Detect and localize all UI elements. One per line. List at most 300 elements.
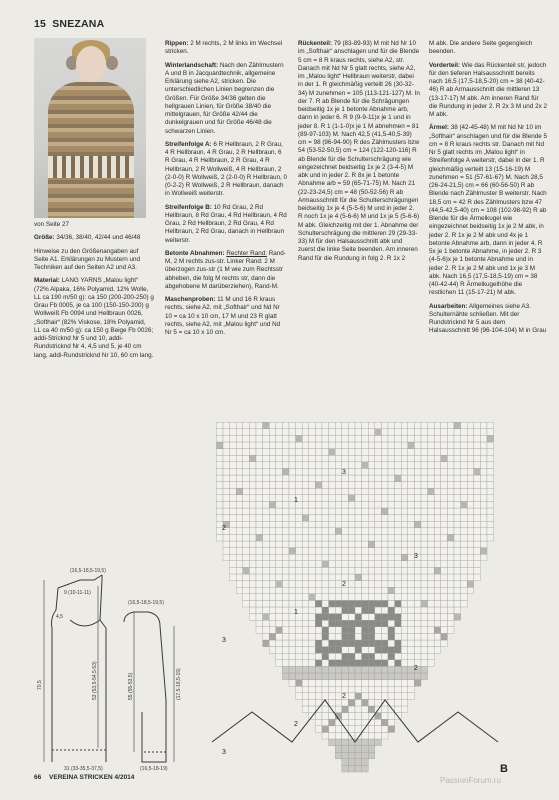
chart-cell bbox=[375, 508, 382, 515]
chart-cell bbox=[414, 581, 421, 588]
chart-cell bbox=[428, 482, 435, 489]
chart-cell bbox=[342, 488, 349, 495]
chart-cell bbox=[342, 666, 349, 673]
chart-cell bbox=[315, 614, 322, 621]
chart-cell bbox=[342, 587, 349, 594]
chart-cell bbox=[388, 660, 395, 667]
chart-cell bbox=[263, 488, 270, 495]
chart-cell bbox=[276, 482, 283, 489]
chart-cell bbox=[223, 554, 230, 561]
chart-cell bbox=[335, 488, 342, 495]
chart-cell bbox=[263, 508, 270, 515]
chart-cell bbox=[388, 482, 395, 489]
chart-cell bbox=[388, 653, 395, 660]
sleeve-text: 38 (42-45-48) M mit Nd Nr 10 im „Softhair“ anschlagen und für die Blende 5 cm = 8 R kraus rechts str. Danach mit Nd Nr 5 glatt rechts im „Malou light“ in Streifenfolge A weiterstr, dabei in der 1. R gleichmäßig verteilt 13 (15-16-19) M zunehmen = 51 (57-61-67) M. Nach 28,5 (26-24-21,5) cm = 66 (60-56-50) R ab Blende nach Zählmuster B weiterstr. Nach 18,5 cm = 42 R des Zählmusters bzw 47 (44,5-42,5-40) cm = 108 (102-98-92) R ab Blende für die Ärmelkugel wie eingezeichnet beidseitig 1x je 2 M abk, in jeder 2. R 1x je 2 M abk und 4x je 1 betonte Abnahme arb, dann in jeder 4. R 5x je 1 betonte Abnahme, in jeder 2. R 3 (4-5-6)x je 1 betonte Abnahme und in jeder 2. R 1x je 2 M abk und 1x je 3 M abk. Nach 16,5 (17,5-18,5-19) cm = 38 (40-42-44) R Ärmelkugelhöhe die restlichen 11 (15-17-21) M abk. bbox=[429, 124, 547, 297]
chart-cell bbox=[480, 508, 487, 515]
chart-cell bbox=[335, 640, 342, 647]
chart-cell bbox=[362, 521, 369, 528]
chart-cell bbox=[230, 528, 237, 535]
chart-cell bbox=[309, 548, 316, 555]
chart-cell bbox=[414, 541, 421, 548]
chart-cell bbox=[414, 647, 421, 654]
chart-cell bbox=[355, 468, 362, 475]
chart-row-label: 2 bbox=[414, 665, 418, 672]
chart-cell bbox=[467, 422, 474, 429]
chart-cell bbox=[461, 442, 468, 449]
chart-cell bbox=[342, 699, 349, 706]
chart-cell bbox=[381, 680, 388, 687]
chart-cell bbox=[375, 686, 382, 693]
chart-cell bbox=[309, 455, 316, 462]
chart-cell bbox=[342, 561, 349, 568]
chart-cell bbox=[375, 495, 382, 502]
chart-cell bbox=[348, 706, 355, 713]
decrease-text: Rand-M, 2 M rechts zus-str. Linker Rand: 2 M überzogen zus-str (1 M wie zum Rechtsstr abheben, die folg M rechts str, dann die abgehobene M darüberziehen), Rand-M. bbox=[165, 249, 286, 290]
chart-cell bbox=[289, 515, 296, 522]
chart-cell bbox=[309, 534, 316, 541]
chart-cell bbox=[447, 422, 454, 429]
chart-cell bbox=[414, 495, 421, 502]
chart-cell bbox=[322, 554, 329, 561]
chart-cell bbox=[408, 508, 415, 515]
material-label: Material: bbox=[34, 277, 60, 285]
chart-cell bbox=[302, 620, 309, 627]
chart-cell bbox=[342, 759, 349, 766]
chart-cell bbox=[421, 508, 428, 515]
chart-cell bbox=[309, 435, 316, 442]
chart-cell bbox=[408, 653, 415, 660]
chart-cell bbox=[335, 620, 342, 627]
chart-cell bbox=[434, 633, 441, 640]
chart-cell bbox=[322, 666, 329, 673]
chart-cell bbox=[467, 495, 474, 502]
chart-cell bbox=[289, 640, 296, 647]
chart-cell bbox=[276, 600, 283, 607]
chart-cell bbox=[454, 528, 461, 535]
chart-cell bbox=[216, 422, 223, 429]
chart-cell bbox=[289, 673, 296, 680]
chart-cell bbox=[441, 627, 448, 634]
chart-cell bbox=[368, 508, 375, 515]
chart-cell bbox=[322, 620, 329, 627]
chart-cell bbox=[421, 482, 428, 489]
chart-cell bbox=[421, 548, 428, 555]
chart-cell bbox=[322, 561, 329, 568]
chart-cell bbox=[269, 449, 276, 456]
chart-cell bbox=[375, 620, 382, 627]
chart-cell bbox=[381, 653, 388, 660]
chart-cell bbox=[454, 508, 461, 515]
chart-cell bbox=[322, 534, 329, 541]
chart-cell bbox=[329, 442, 336, 449]
chart-cell bbox=[388, 587, 395, 594]
chart-cell bbox=[381, 666, 388, 673]
chart-cell bbox=[282, 627, 289, 634]
chart-cell bbox=[381, 706, 388, 713]
chart-cell bbox=[408, 482, 415, 489]
chart-cell bbox=[428, 653, 435, 660]
chart-cell bbox=[322, 680, 329, 687]
chart-cell bbox=[256, 435, 263, 442]
chart-cell bbox=[474, 449, 481, 456]
chart-cell bbox=[441, 475, 448, 482]
chart-cell bbox=[441, 594, 448, 601]
chart-cell bbox=[461, 462, 468, 469]
chart-cell bbox=[236, 508, 243, 515]
chart-cell bbox=[348, 614, 355, 621]
chart-cell bbox=[447, 600, 454, 607]
chart-cell bbox=[381, 422, 388, 429]
chart-cell bbox=[269, 541, 276, 548]
chart-cell bbox=[362, 600, 369, 607]
chart-cell bbox=[421, 653, 428, 660]
chart-cell bbox=[269, 594, 276, 601]
chart-cell bbox=[256, 501, 263, 508]
chart-cell bbox=[348, 660, 355, 667]
chart-cell bbox=[289, 534, 296, 541]
chart-cell bbox=[348, 752, 355, 759]
chart-cell bbox=[263, 462, 270, 469]
chart-cell bbox=[461, 495, 468, 502]
chart-cell bbox=[342, 508, 349, 515]
chart-cell bbox=[461, 508, 468, 515]
chart-cell bbox=[282, 633, 289, 640]
chart-cell bbox=[414, 587, 421, 594]
chart-cell bbox=[329, 647, 336, 654]
chart-cell bbox=[249, 422, 256, 429]
chart-cell bbox=[289, 521, 296, 528]
chart-cell bbox=[381, 614, 388, 621]
chart-cell bbox=[309, 488, 316, 495]
chart-cell bbox=[342, 647, 349, 654]
chart-cell bbox=[401, 574, 408, 581]
chart-cell bbox=[368, 739, 375, 746]
chart-cell bbox=[474, 488, 481, 495]
chart-cell bbox=[454, 554, 461, 561]
chart-cell bbox=[302, 455, 309, 462]
pattern-number: 15 bbox=[34, 18, 47, 30]
chart-cell bbox=[441, 574, 448, 581]
chart-cell bbox=[355, 647, 362, 654]
chart-cell bbox=[296, 600, 303, 607]
chart-cell bbox=[401, 521, 408, 528]
chart-cell bbox=[401, 600, 408, 607]
chart-cell bbox=[428, 501, 435, 508]
chart-cell bbox=[296, 673, 303, 680]
chart-cell bbox=[329, 633, 336, 640]
chart-cell bbox=[348, 429, 355, 436]
chart-cell bbox=[461, 482, 468, 489]
chart-cell bbox=[322, 574, 329, 581]
chart-cell bbox=[335, 653, 342, 660]
chart-cell bbox=[348, 501, 355, 508]
chart-cell bbox=[216, 495, 223, 502]
chart-cell bbox=[408, 594, 415, 601]
chart-cell bbox=[276, 594, 283, 601]
stripes-b-text: 10 Rd Grau, 2 Rd Hellbraun, 8 Rd Grau, 4 Rd Hellbraun, 4 Rd Grau, 2 Rd Hellbraun, 2 Rd Grau, 4 Rd Hellbraun, 2 Rd Grau, danach in Hellbraun weiterstr. bbox=[165, 203, 287, 244]
chart-cell bbox=[342, 449, 349, 456]
chart-cell bbox=[276, 554, 283, 561]
chart-cell bbox=[296, 422, 303, 429]
chart-cell bbox=[309, 495, 316, 502]
chart-cell bbox=[414, 501, 421, 508]
chart-cell bbox=[395, 614, 402, 621]
dim-sleeve-length: 55 (55-53,5) bbox=[128, 672, 134, 700]
chart-cell bbox=[348, 746, 355, 753]
chart-cell bbox=[381, 455, 388, 462]
chart-cell bbox=[447, 534, 454, 541]
chart-cell bbox=[302, 640, 309, 647]
chart-cell bbox=[256, 554, 263, 561]
chart-cell bbox=[414, 620, 421, 627]
chart-cell bbox=[467, 561, 474, 568]
chart-cell bbox=[428, 442, 435, 449]
chart-cell bbox=[408, 640, 415, 647]
chart-cell bbox=[276, 633, 283, 640]
chart-cell bbox=[461, 600, 468, 607]
chart-cell bbox=[395, 673, 402, 680]
chart-cell bbox=[388, 693, 395, 700]
chart-cell bbox=[282, 495, 289, 502]
chart-cell bbox=[368, 455, 375, 462]
chart-cell bbox=[276, 607, 283, 614]
dim-neck: 9 (10-11-11) bbox=[64, 590, 91, 596]
chart-cell bbox=[362, 528, 369, 535]
chart-cell bbox=[447, 508, 454, 515]
chart-cell bbox=[487, 515, 494, 522]
chart-cell bbox=[315, 449, 322, 456]
chart-cell bbox=[296, 653, 303, 660]
chart-cell bbox=[395, 435, 402, 442]
chart-cell bbox=[223, 482, 230, 489]
chart-cell bbox=[335, 455, 342, 462]
chart-cell bbox=[230, 442, 237, 449]
chart-cell bbox=[269, 640, 276, 647]
chart-cell bbox=[421, 607, 428, 614]
chart-cell bbox=[315, 686, 322, 693]
chart-cell bbox=[434, 581, 441, 588]
chart-cell bbox=[368, 521, 375, 528]
chart-cell bbox=[322, 633, 329, 640]
chart-cell bbox=[249, 495, 256, 502]
chart-cell bbox=[447, 587, 454, 594]
chart-cell bbox=[441, 534, 448, 541]
chart-cell bbox=[348, 607, 355, 614]
chart-cell bbox=[282, 647, 289, 654]
chart-cell bbox=[428, 620, 435, 627]
chart-cell bbox=[401, 680, 408, 687]
chart-cell bbox=[408, 435, 415, 442]
chart-cell bbox=[381, 581, 388, 588]
chart-row-label: 1 bbox=[294, 609, 298, 616]
chart-cell bbox=[309, 554, 316, 561]
chart-cell bbox=[276, 653, 283, 660]
chart-cell bbox=[421, 449, 428, 456]
chart-cell bbox=[329, 686, 336, 693]
chart-cell bbox=[315, 462, 322, 469]
chart-cell bbox=[249, 528, 256, 535]
chart-cell bbox=[487, 455, 494, 462]
chart-cell bbox=[243, 501, 250, 508]
chart-cell bbox=[408, 627, 415, 634]
chart-cell bbox=[216, 462, 223, 469]
chart-cell bbox=[428, 541, 435, 548]
chart-cell bbox=[362, 759, 369, 766]
chart-cell bbox=[256, 581, 263, 588]
chart-cell bbox=[447, 574, 454, 581]
chart-cell bbox=[309, 620, 316, 627]
chart-cell bbox=[315, 587, 322, 594]
chart-cell bbox=[302, 647, 309, 654]
chart-cell bbox=[289, 594, 296, 601]
chart-cell bbox=[395, 482, 402, 489]
chart-cell bbox=[401, 587, 408, 594]
chart-cell bbox=[315, 633, 322, 640]
chart-cell bbox=[434, 429, 441, 436]
chart-cell bbox=[467, 468, 474, 475]
chart-cell bbox=[322, 462, 329, 469]
chart-cell bbox=[276, 548, 283, 555]
chart-cell bbox=[335, 495, 342, 502]
chart-cell bbox=[401, 515, 408, 522]
chart-cell bbox=[355, 574, 362, 581]
chart-cell bbox=[375, 640, 382, 647]
chart-cell bbox=[401, 534, 408, 541]
chart-cell bbox=[302, 680, 309, 687]
chart-cell bbox=[315, 435, 322, 442]
chart-cell bbox=[414, 534, 421, 541]
chart-cell bbox=[362, 554, 369, 561]
chart-cell bbox=[454, 429, 461, 436]
chart-cell bbox=[414, 633, 421, 640]
chart-cell bbox=[269, 488, 276, 495]
chart-cell bbox=[302, 567, 309, 574]
chart-cell bbox=[474, 534, 481, 541]
chart-cell bbox=[322, 429, 329, 436]
chart-cell bbox=[269, 647, 276, 654]
chart-cell bbox=[434, 554, 441, 561]
winter-label: Winterlandschaft: bbox=[165, 61, 219, 69]
chart-cell bbox=[296, 488, 303, 495]
chart-cell bbox=[368, 666, 375, 673]
chart-cell bbox=[282, 581, 289, 588]
chart-cell bbox=[467, 488, 474, 495]
chart-cell bbox=[249, 607, 256, 614]
chart-cell bbox=[223, 508, 230, 515]
chart-cell bbox=[428, 488, 435, 495]
chart-cell bbox=[276, 468, 283, 475]
chart-cell bbox=[348, 653, 355, 660]
chart-cell bbox=[474, 567, 481, 574]
chart-cell bbox=[315, 581, 322, 588]
chart-cell bbox=[487, 501, 494, 508]
chart-cell bbox=[256, 488, 263, 495]
chart-cell bbox=[282, 501, 289, 508]
chart-cell bbox=[243, 541, 250, 548]
chart-cell bbox=[282, 422, 289, 429]
chart-cell bbox=[414, 429, 421, 436]
chart-cell bbox=[230, 488, 237, 495]
chart-cell bbox=[454, 567, 461, 574]
chart-cell bbox=[447, 620, 454, 627]
chart-cell bbox=[368, 488, 375, 495]
chart-cell bbox=[263, 475, 270, 482]
chart-cell bbox=[302, 488, 309, 495]
chart-cell bbox=[408, 614, 415, 621]
chart-cell bbox=[263, 614, 270, 621]
chart-cell bbox=[428, 627, 435, 634]
chart-cell bbox=[276, 620, 283, 627]
chart-cell bbox=[269, 455, 276, 462]
chart-cell bbox=[263, 482, 270, 489]
chart-cell bbox=[395, 693, 402, 700]
chart-cell bbox=[362, 732, 369, 739]
chart-cell bbox=[428, 449, 435, 456]
chart-cell bbox=[414, 455, 421, 462]
chart-cell bbox=[342, 521, 349, 528]
chart-cell bbox=[296, 455, 303, 462]
chart-cell bbox=[480, 482, 487, 489]
chart-cell bbox=[243, 482, 250, 489]
chart-cell bbox=[342, 680, 349, 687]
chart-cell bbox=[302, 508, 309, 515]
chart-cell bbox=[434, 574, 441, 581]
chart-cell bbox=[388, 515, 395, 522]
chart-cell bbox=[428, 455, 435, 462]
chart-cell bbox=[434, 455, 441, 462]
chart-cell bbox=[368, 561, 375, 568]
chart-cell bbox=[355, 482, 362, 489]
chart-cell bbox=[335, 752, 342, 759]
chart-cell bbox=[256, 534, 263, 541]
chart-cell bbox=[269, 515, 276, 522]
chart-cell bbox=[335, 600, 342, 607]
chart-cell bbox=[474, 528, 481, 535]
chart-cell bbox=[428, 462, 435, 469]
chart-cell bbox=[263, 521, 270, 528]
chart-cell bbox=[309, 429, 316, 436]
chart-cell bbox=[342, 752, 349, 759]
chart-cell bbox=[375, 455, 382, 462]
chart-cell bbox=[309, 653, 316, 660]
chart-cell bbox=[474, 501, 481, 508]
chart-cell bbox=[368, 442, 375, 449]
chart-cell bbox=[342, 765, 349, 772]
chart-cell bbox=[408, 528, 415, 535]
chart-cell bbox=[480, 548, 487, 555]
chart-row-label: 2 bbox=[342, 581, 346, 588]
chart-cell bbox=[381, 541, 388, 548]
chart-cell bbox=[348, 561, 355, 568]
chart-cell bbox=[388, 614, 395, 621]
chart-cell bbox=[388, 495, 395, 502]
chart-cell bbox=[335, 680, 342, 687]
chart-cell bbox=[414, 521, 421, 528]
chart-cell bbox=[461, 554, 468, 561]
chart-cell bbox=[256, 442, 263, 449]
chart-cell bbox=[355, 548, 362, 555]
chart-cell bbox=[408, 429, 415, 436]
chart-cell bbox=[362, 488, 369, 495]
chart-cell bbox=[428, 429, 435, 436]
chart-cell bbox=[368, 515, 375, 522]
chart-cell bbox=[309, 541, 316, 548]
chart-letter: B bbox=[500, 763, 508, 775]
chart-cell bbox=[348, 627, 355, 634]
chart-cell bbox=[487, 435, 494, 442]
chart-cell bbox=[434, 468, 441, 475]
chart-cell bbox=[480, 455, 487, 462]
